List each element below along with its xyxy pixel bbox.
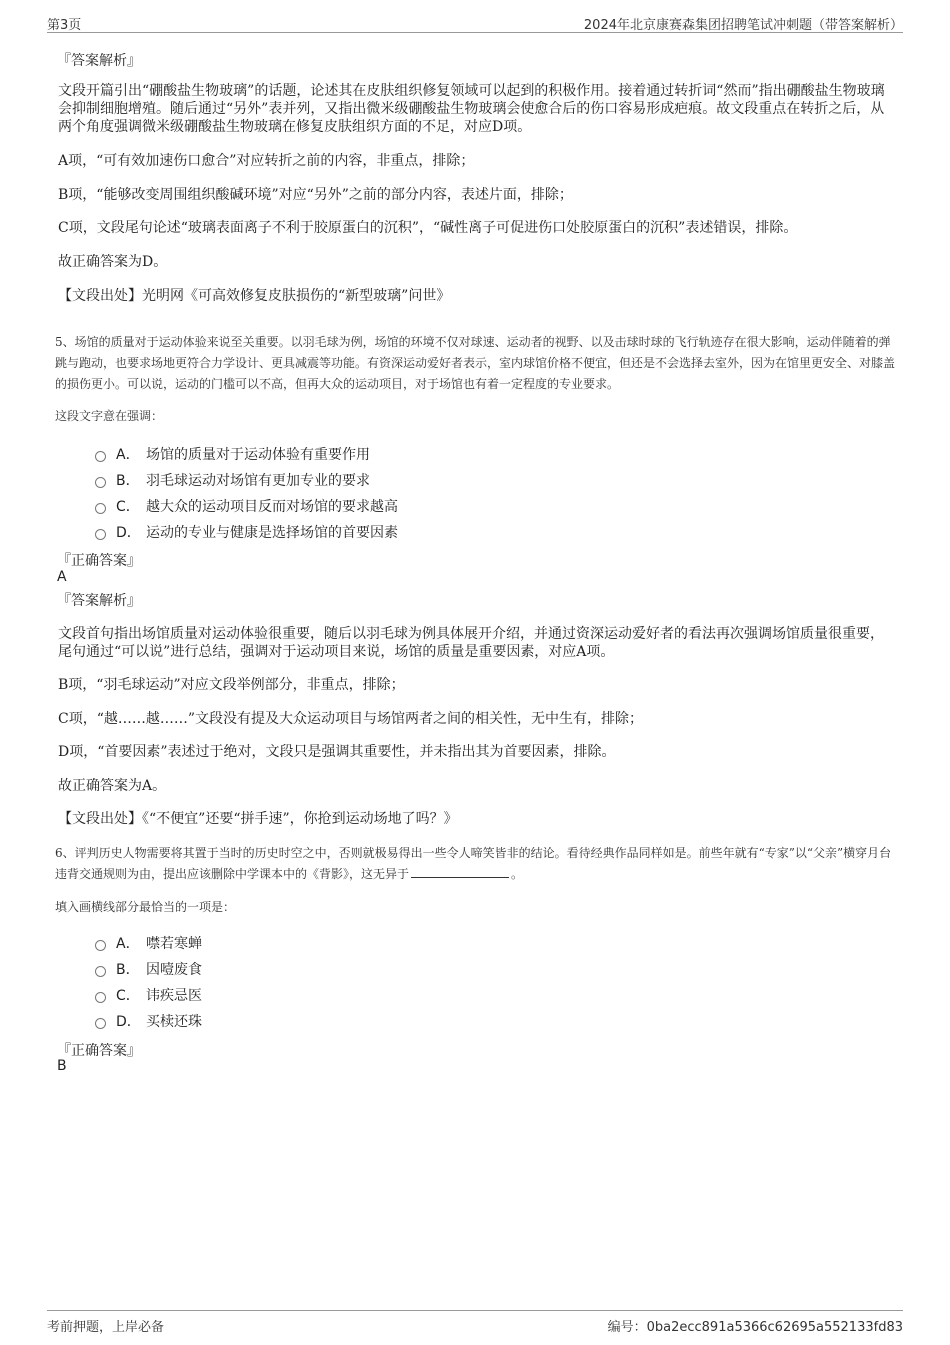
option-letter: D． [116,1014,141,1030]
q5-answer: A [57,569,67,585]
q5-prompt: 这段文字意在强调： [55,409,164,423]
option-letter: B． [116,473,140,489]
radio-icon[interactable] [95,940,106,951]
q4-conclusion: 故正确答案为D。 [58,254,168,270]
q6-question-text [55,843,895,885]
q6-prompt: 填入画横线部分最恰当的一项是： [55,900,236,914]
page-footer [47,1310,903,1337]
q5-analysis-option-d: D项，“首要因素”表述过于绝对，文段只是强调其重要性，并未指出其为首要因素，排除。 [58,744,616,760]
fill-blank-line [411,865,509,878]
q5-option-a[interactable] [95,443,370,465]
footer-slogan: 考前押题，上岸必备 [47,1320,165,1335]
option-text: 噤若寒蝉 [146,936,202,952]
option-text: 运动的专业与健康是选择场馆的首要因素 [146,525,398,541]
q6-option-a[interactable] [95,932,202,954]
radio-icon[interactable] [95,529,106,540]
q5-conclusion: 故正确答案为A。 [58,778,167,794]
option-letter: A． [116,936,140,952]
q5-analysis-option-c: C项，“越……越……”文段没有提及大众运动项目与场馆两者之间的相关性，无中生有，排除； [58,711,644,727]
page-number: 第3页 [47,18,82,33]
q6-text-after: 。 [511,867,524,881]
option-text: 因噎废食 [146,962,202,978]
option-text: 羽毛球运动对场馆有更加专业的要求 [146,473,370,489]
radio-icon[interactable] [95,992,106,1003]
q4-analysis-option-c: C项，文段尾句论述“玻璃表面离子不利于胶原蛋白的沉积”，“碱性离子可促进伤口处胶原蛋白的沉积”表述错误，排除。 [58,220,798,236]
option-text: 买椟还珠 [146,1014,202,1030]
option-text: 越大众的运动项目反而对场馆的要求越高 [146,499,398,515]
q5-option-d[interactable] [95,521,398,543]
q4-analysis-option-a: A项，“可有效加速伤口愈合”对应转折之前的内容，非重点，排除； [58,153,475,169]
radio-icon[interactable] [95,1018,106,1029]
q5-correct-label: 『正确答案』 [57,553,141,569]
radio-icon[interactable] [95,451,106,462]
page-header [47,12,903,33]
q6-correct-label: 『正确答案』 [57,1043,141,1059]
q5-analysis-paragraph: 文段首句指出场馆质量对运动体验很重要，随后以羽毛球为例具体展开介绍，并通过资深运动爱好者的看法再次强调场馆质量很重要，尾句通过“可以说”进行总结，强调对于运动项目来说，场馆的质量是重要因素，对应A项。 [58,626,884,660]
q5-question-text: 5、场馆的质量对于运动体验来说至关重要。以羽毛球为例，场馆的环境不仅对球速、运动者的视野、以及击球时球的飞行轨迹存在很大影响，运动伴随着的弹跳与跑动，也要求场地更符合力学设计、更具减震等功能。有资深运动爱好者表示，室内球馆价格不便宜，但还是不会选择去室外，因为在馆里更安全、对膝盖的损伤更小。可以说，运动的门槛可以不高，但再大众的运动项目，对于场馆也有着一定程度的专业要求。 [55,335,896,391]
radio-icon[interactable] [95,966,106,977]
q6-answer: B [57,1058,67,1074]
document-title: 2024年北京康赛森集团招聘笔试冲刺题（带答案解析） [583,18,903,33]
radio-icon[interactable] [95,503,106,514]
option-letter: D． [116,525,141,541]
q6-option-d[interactable] [95,1010,202,1032]
q4-source: 【文段出处】光明网《可高效修复皮肤损伤的“新型玻璃”问世》 [58,288,451,304]
q5-analysis-label: 『答案解析』 [57,593,141,609]
option-text: 讳疾忌医 [146,988,202,1004]
q4-analysis-label: 『答案解析』 [57,53,141,69]
q6-text-before: 6、评判历史人物需要将其置于当时的历史时空之中，否则就极易得出一些令人啼笑皆非的结论。看待经典作品同样如是。前些年就有“专家”以“父亲”横穿月台违背交通规则为由，提出应该删除中学课本中的《背影》，这无异于 [55,846,892,881]
q5-analysis-option-b: B项，“羽毛球运动”对应文段举例部分，非重点，排除； [58,677,405,693]
option-letter: B． [116,962,140,978]
option-letter: C． [116,499,140,515]
q6-option-b[interactable] [95,958,202,980]
option-text: 场馆的质量对于运动体验有重要作用 [146,447,370,463]
q5-source: 【文段出处】《“不便宜”还要“拼手速”，你抢到运动场地了吗？》 [58,811,458,827]
q5-option-c[interactable] [95,495,398,517]
q4-analysis-paragraph: 文段开篇引出“硼酸盐生物玻璃”的话题，论述其在皮肤组织修复领域可以起到的积极作用。接着通过转折词“然而”指出硼酸盐生物玻璃会抑制细胞增殖。随后通过“另外”表并列，又指出微米级硼酸盐生物玻璃会使愈合后的伤口容易形成疤痕。故文段重点在转折之后，从两个角度强调微米级硼酸盐生物玻璃在修复皮肤组织方面的不足，对应D项。 [58,83,885,135]
q6-option-c[interactable] [95,984,202,1006]
option-letter: C． [116,988,140,1004]
q4-analysis-option-b: B项，“能够改变周围组织酸碱环境”对应“另外”之前的部分内容，表述片面，排除； [58,187,573,203]
document-id: 编号：0ba2ecc891a5366c62695a552133fd83 [607,1320,903,1335]
radio-icon[interactable] [95,477,106,488]
option-letter: A． [116,447,140,463]
q5-option-b[interactable] [95,469,370,491]
